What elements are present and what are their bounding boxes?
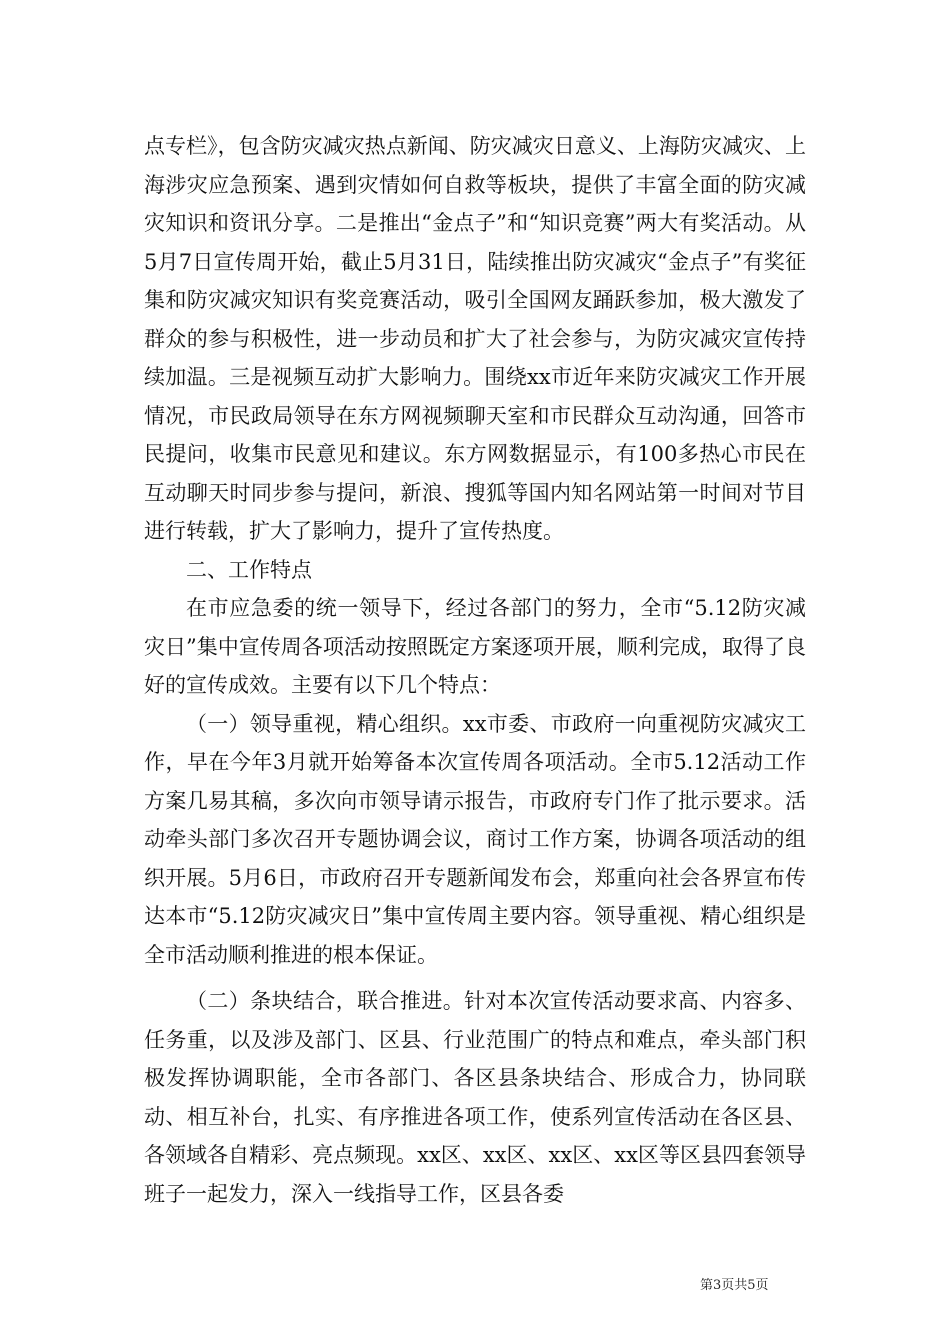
- paragraph-1: 点专栏》，包含防灾减灾热点新闻、防灾减灾日意义、上海防灾减灾、上海涉灾应急预案、遇到灾情如何自救等板块，提供了丰富全面的防灾减灾知识和资讯分享。二是推出“金点子”和“知识竞赛”两大有奖活动。从5月7日宣传周开始，截止5月31日，陆续推出防灾减灾“金点子”有奖征集和防灾减灾知识有奖竞赛活动，吸引全国网友踊跃参加，极大激发了群众的参与积极性，进一步动员和扩大了社会参与，为防灾减灾宣传持续加温。三是视频互动扩大影响力。围绕xx市近年来防灾减灾工作开展情况，市民政局领导在东方网视频聊天室和市民群众互动沟通，回答市民提问，收集市民意见和建议。东方网数据显示，有100多热心市民在互动聊天时同步参与提问，新浪、搜狐等国内知名网站第一时间对节目进行转载，扩大了影响力，提升了宣传热度。: [144, 134, 806, 543]
- paragraph-3: （一）领导重视，精心组织。xx市委、市政府一向重视防灾减灾工作，早在今年3月就开始筹备本次宣传周各项活动。全市5.12活动工作方案几易其稿，多次向市领导请示报告，市政府专门作了批示要求。活动牵头部门多次召开专题协调会议，商讨工作方案，协调各项活动的组织开展。5月6日，市政府召开专题新闻发布会，郑重向社会各界宣布传达本市“5.12防灾减灾日”集中宣传周主要内容。领导重视、精心组织是全市活动顺利推进的根本保证。: [144, 711, 806, 967]
- document-body: [144, 127, 806, 1213]
- paragraph-4: （二）条块结合，联合推进。针对本次宣传活动要求高、内容多、任务重，以及涉及部门、区县、行业范围广的特点和难点，牵头部门积极发挥协调职能，全市各部门、各区县条块结合、形成合力，协同联动、相互补台，扎实、有序推进各项工作，使系列宣传活动在各区县、各领域各自精彩、亮点频现。xx区、xx区、xx区、xx区等区县四套领导班子一起发力，深入一线指导工作，区县各委: [144, 989, 806, 1206]
- page-number: 第3页共5页: [700, 1278, 769, 1293]
- paragraph-2: 在市应急委的统一领导下，经过各部门的努力，全市“5.12防灾减灾日”集中宣传周各项活动按照既定方案逐项开展，顺利完成，取得了良好的宣传成效。主要有以下几个特点：: [144, 596, 806, 697]
- section-heading: 二、工作特点: [186, 557, 312, 582]
